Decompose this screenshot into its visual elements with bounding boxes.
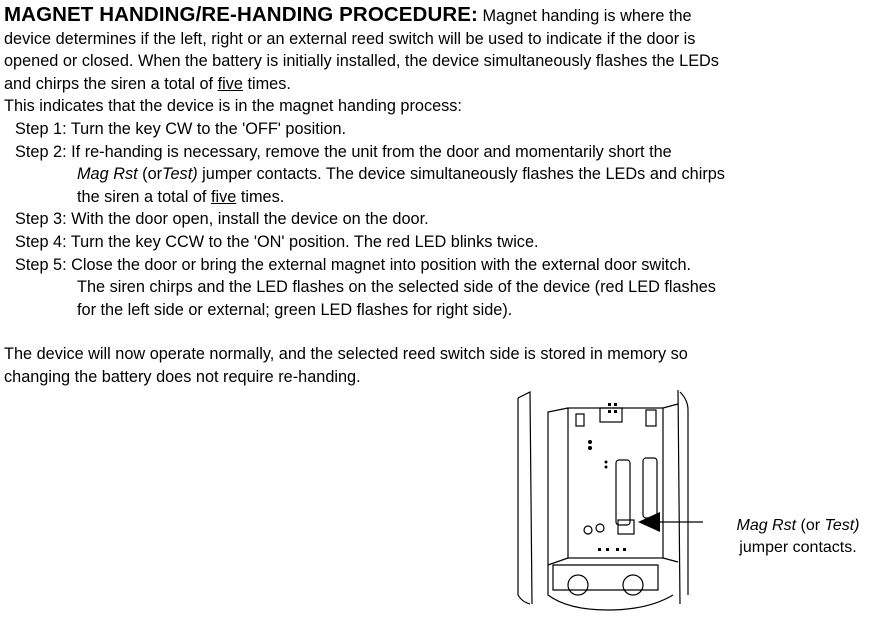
intro-line-4: and chirps the siren a total of xyxy=(4,74,218,93)
step-1: Step 1: Turn the key CW to the 'OFF' position. xyxy=(15,119,347,138)
intro-paragraph xyxy=(4,4,864,95)
step-2-end-text: the siren a total of xyxy=(77,187,211,206)
test-term: Test) xyxy=(162,165,198,184)
procedure-heading: MAGNET HANDING/RE-HANDING PROCEDURE: xyxy=(4,3,478,26)
intro-line-3: opened or closed. When the battery is initially installed, the device simultaneously flashes the LEDs xyxy=(4,52,719,71)
jumper-callout xyxy=(728,515,868,559)
callout-mag-rst: Mag Rst xyxy=(736,517,797,534)
step-4: Step 4: Turn the key CCW to the 'ON' position. The red LED blinks twice. xyxy=(15,232,539,251)
emphasis-five: five xyxy=(217,74,243,93)
device-illustration xyxy=(508,390,703,619)
intro-line-2: device determines if the left, right or an external reed switch will be used to indicate if the door is xyxy=(4,29,696,48)
step-5-continued: The siren chirps and the LED flashes on the selected side of the device (red LED flashes xyxy=(77,278,716,297)
mag-rst-term: Mag Rst xyxy=(77,165,138,184)
step-2-end-tail: times. xyxy=(236,187,285,206)
step-5: Step 5: Close the door or bring the external magnet into position with the external door switch. xyxy=(15,255,692,274)
callout-test: Test) xyxy=(824,517,860,534)
intro-line-4-end: times. xyxy=(242,74,291,93)
closing-line-1: The device will now operate normally, and the selected reed switch side is stored in memory so xyxy=(4,345,688,364)
step-2-continued xyxy=(4,163,864,186)
callout-line-1 xyxy=(728,515,868,537)
step-3: Step 3: With the door open, install the device on the door. xyxy=(15,210,429,229)
process-line: This indicates that the device is in the magnet handing process: xyxy=(4,97,462,116)
step-2-text: (or xyxy=(137,165,163,184)
pointer-arrow xyxy=(638,512,660,532)
intro-line-1: Magnet handing is where the xyxy=(482,7,692,25)
closing-line-2: changing the battery does not require re-handing. xyxy=(4,367,361,386)
step-2: Step 2: If re-handing is necessary, remove the unit from the door and momentarily short the xyxy=(15,142,672,161)
step-2-end xyxy=(4,186,864,209)
step-2-text-rest: jumper contacts. The device simultaneously flashes the LEDs and chirps xyxy=(197,165,725,184)
step-5-end: for the left side or external; green LED flashes for right side). xyxy=(77,300,513,319)
callout-line-2: jumper contacts. xyxy=(739,539,857,556)
emphasis-five-2: five xyxy=(210,187,237,206)
procedure-document xyxy=(4,4,864,389)
callout-or: (or xyxy=(796,517,825,534)
